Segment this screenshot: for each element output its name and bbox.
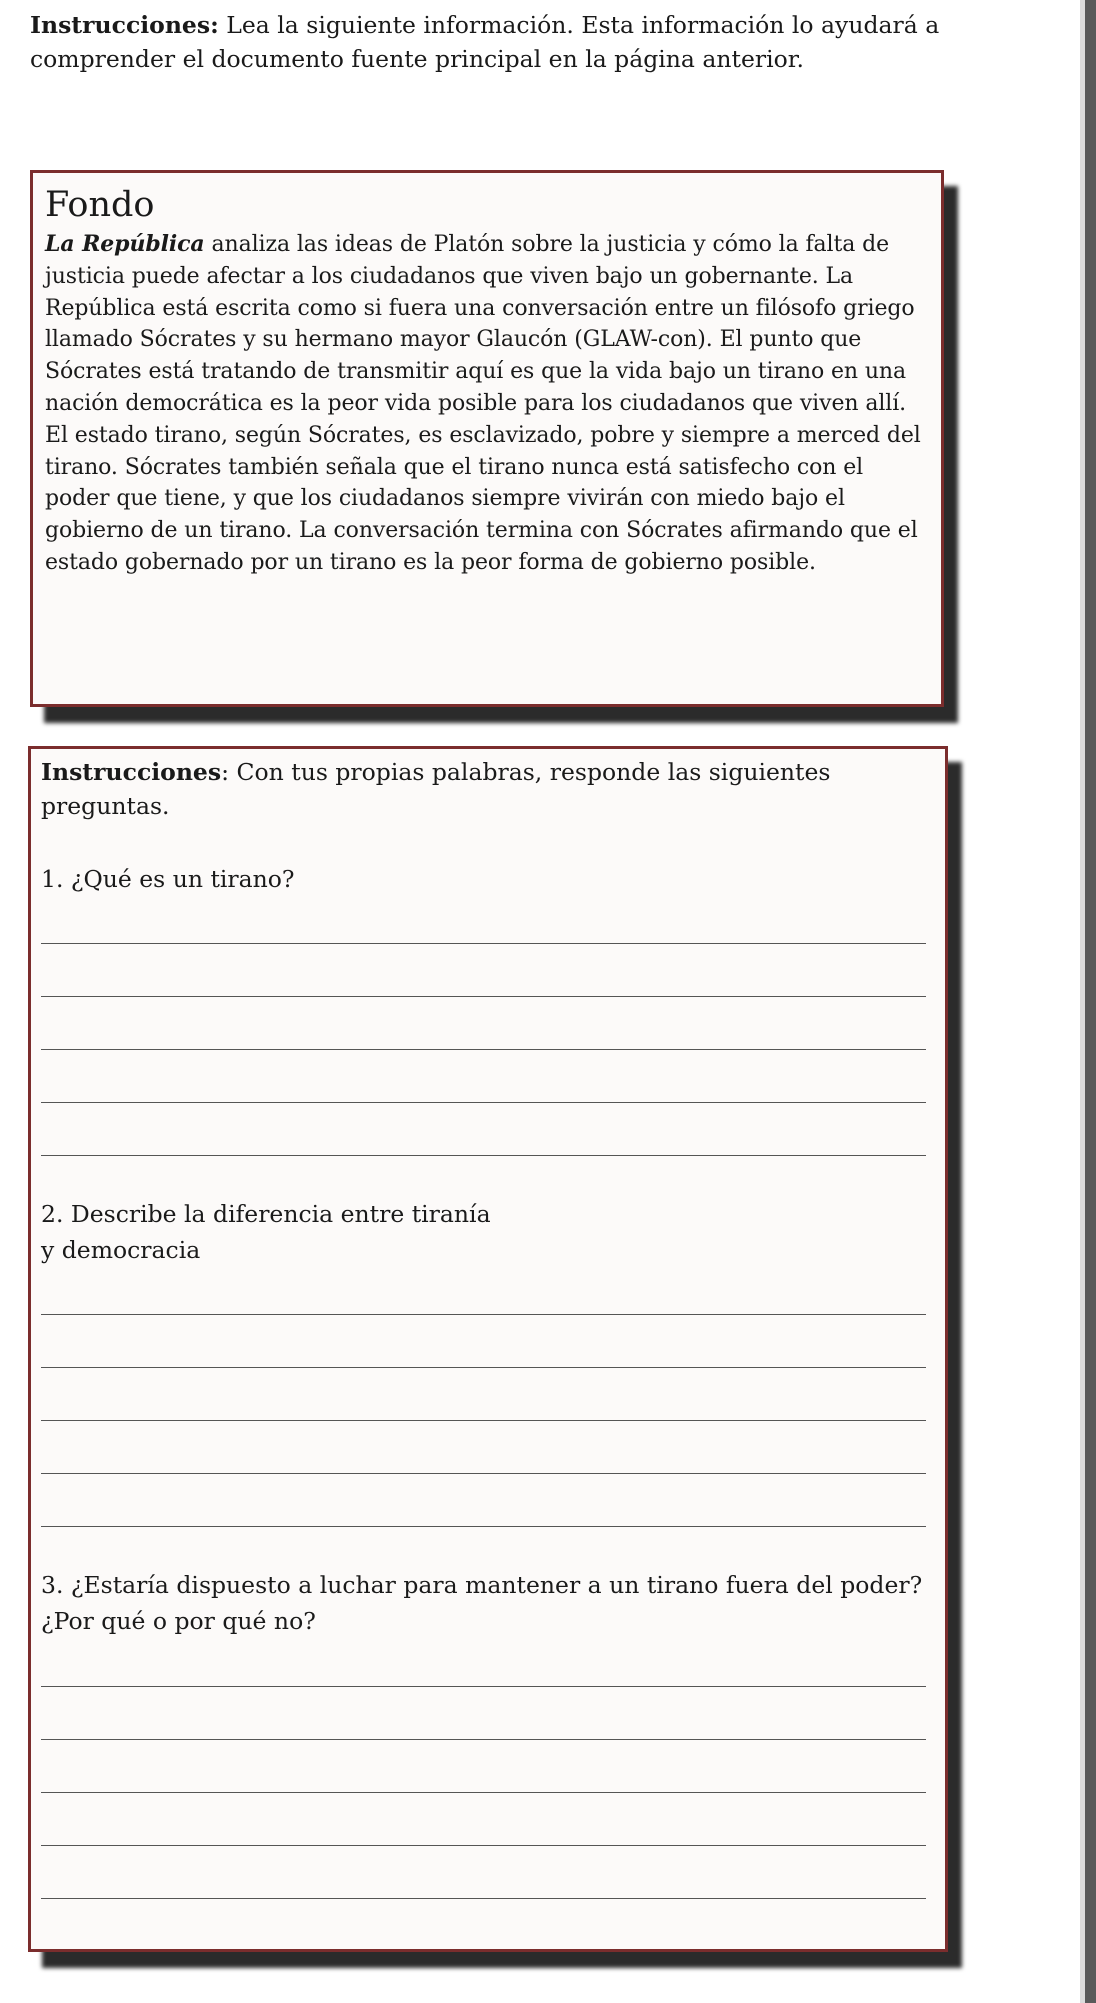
answer-line-q2-3[interactable]: [41, 1420, 926, 1421]
answer-line-q3-1[interactable]: [41, 1686, 926, 1687]
background-body: analiza las ideas de Platón sobre la justicia y cómo la falta de justicia puede afectar a los ciudadanos que viven bajo un gobernante. La República está escrita como si fuera una conversación entre un filósofo griego llamado Sócrates y su hermano mayor Glaucón (GLAW-con). El punto que Sócrates está tratando de transmitir aquí es que la vida bajo un tirano en una nación democrática es la peor vida posible para los ciudadanos que viven allí. El estado tirano, según Sócrates, es esclavizado, pobre y siempre a merced del tirano. Sócrates también señala que el tirano nunca está satisfecho con el poder que tiene, y que los ciudadanos siempre vivirán con miedo bajo el gobierno de un tirano. La conversación termina con Sócrates afirmando que el estado gobernado por un tirano es la peor forma de gobierno posible.: [45, 232, 921, 575]
page-edge: [1085, 0, 1096, 2003]
background-text: [45, 229, 925, 579]
answer-line-q2-2[interactable]: [41, 1367, 926, 1368]
intro-text: Lea la siguiente información. Esta información lo ayudará a comprender el documento fuente principal en la página anterior.: [30, 11, 940, 73]
answer-line-q1-5[interactable]: [41, 1155, 926, 1156]
answer-line-q3-5[interactable]: [41, 1898, 926, 1899]
answer-line-q2-1[interactable]: [41, 1314, 926, 1315]
answer-line-q1-2[interactable]: [41, 996, 926, 997]
intro-instructions: [30, 8, 1050, 76]
answer-line-q1-1[interactable]: [41, 943, 926, 944]
answer-line-q2-4[interactable]: [41, 1473, 926, 1474]
questions-instructions-label: Instrucciones: [41, 758, 222, 786]
answer-line-q1-4[interactable]: [41, 1102, 926, 1103]
answer-line-q2-5[interactable]: [41, 1526, 926, 1527]
questions-instructions: [41, 755, 941, 823]
answer-line-q1-3[interactable]: [41, 1049, 926, 1050]
background-title: Fondo: [45, 185, 155, 225]
questions-instructions-text: : Con tus propias palabras, responde las siguientes preguntas.: [41, 758, 831, 820]
answer-line-q3-3[interactable]: [41, 1792, 926, 1793]
question-2: 2. Describe la diferencia entre tiranía y democracia: [41, 1200, 491, 1264]
background-box: [30, 170, 944, 707]
question-1: 1. ¿Qué es un tirano?: [41, 865, 295, 893]
answer-line-q3-4[interactable]: [41, 1845, 926, 1846]
answer-line-q3-2[interactable]: [41, 1739, 926, 1740]
intro-label: Instrucciones:: [30, 11, 219, 39]
question-3: 3. ¿Estaría dispuesto a luchar para mantener a un tirano fuera del poder? ¿Por qué o por qué no?: [41, 1571, 923, 1635]
questions-box: [28, 746, 948, 1952]
book-title: La República: [45, 231, 205, 257]
